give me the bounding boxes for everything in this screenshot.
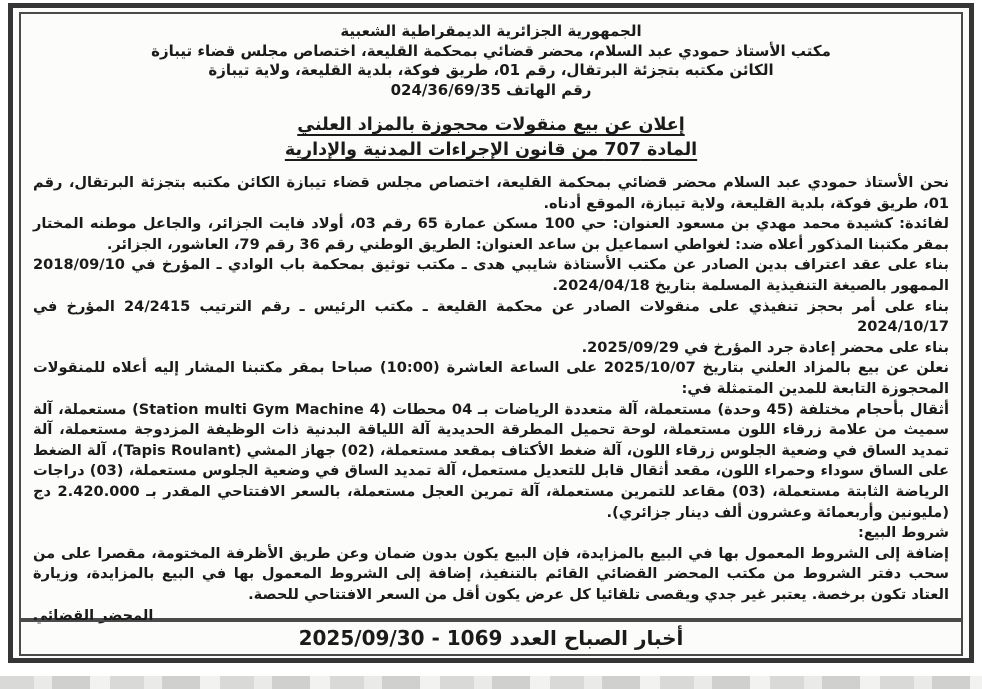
paragraph-goods-list: أثقال بأحجام مختلفة (45 وحدة) مستعملة، آلة متعددة الرياضات بـ 04 محطات (Station multi Gym Machine 4) مستعملة، آلة سميث من علامة زرقاء اللون مستعملة، لوحة تحميل المطرقة الحديدية آلة اللياقة البدنية ذات الوظيفة المزدوجة مستعملة، آلة تمديد الساق في وضعية الجلوس زرقاء اللون، آلة ضغط الأكتاف بمقعد مستعملة، (02) جهاز المشي (Tapis Roulant)، آلة الضغط على الساق سوداء وحمراء اللون، مقعد أثقال قابل للتعديل مستعمل، آلة تمديد الساق في وضعية الجلوس مستعملة، (03) دراجات الرياضة الثابتة مستعملة، (03) مقاعد للتمرين مستعملة، آلة تمرين العجل مستعملة، بالسعر الافتتاحي المقدر بـ 2.420.000 دج (مليونين وأربعمائة وعشرون ألف دينار جزائري). — [33, 400, 949, 521]
paragraph-inventory-report: بناء على محضر إعادة جرد المؤرخ في 2025/09/29. — [581, 338, 949, 356]
legal-article-subtitle: المادة 707 من قانون الإجراءات المدنية والإدارية — [284, 140, 698, 160]
paragraph-sale-conditions: إضافة إلى الشروط المعمول بها في البيع بالمزايدة، فإن البيع يكون بدون ضمان وعن طريق الأظرفة المختومة، مقصرا على من سحب دفتر الشروط من مكتب المحضر القضائي القائم بالتنفيذ، إضافة إلى الشروط المعمول بها في البيع بالمزايدة، وزيارة العتاد تكون برخصة. يعتبر غير جدي ويقصى تلقائيا كل عرض يكون أقل من السعر الافتتاحي للحصة. — [33, 544, 949, 603]
paragraph-creditor-debtor: لفائدة: كشيدة محمد مهدي بن مسعود العنوان: حي 100 مسكن عمارة 65 رقم 03، أولاد فايت الجزائر، والجاعل موطنه المختار بمقر مكتبنا المذكور أعلاه ضد: لغواطي اسماعيل بن ساعد العنوان: الطريق الوطني رقم 36 رقم 79، العاشور، الجزائر. — [33, 215, 949, 253]
notice-body — [33, 173, 949, 605]
bailiff-signature-label: المحضر القضائي — [33, 607, 154, 625]
paragraph-seizure-order: بناء على أمر بحجز تنفيذي على منقولات الصادر عن محكمة القليعة ـ مكتب الرئيس ـ رقم الترتيب 24/2415 المؤرخ في 2024/10/17 — [33, 297, 949, 336]
notice-title-block — [33, 113, 949, 163]
notice-main-box — [19, 12, 963, 625]
auction-sale-title: إعلان عن بيع منقولات محجوزة بالمزاد العلني — [297, 115, 685, 135]
header-bailiff-office-line: مكتب الأستاذ حمودي عبد السلام، محضر قضائي بمحكمة القليعة، اختصاص مجلس قضاء تيبازة — [151, 41, 831, 60]
header-republic-line: الجمهورية الجزائرية الديمقراطية الشعبية — [340, 22, 642, 40]
scan-artifact-strip — [0, 676, 982, 689]
newspaper-footer-box — [19, 620, 963, 656]
newspaper-issue-date: أخبار الصباح العدد 1069 - 2025/09/30 — [298, 626, 684, 650]
page-outer-border — [8, 3, 974, 663]
header-office-address-line: الكائن مكتبه بتجزئة البرتقال، رقم 01، طريق فوكة، بلدية القليعة، ولاية تيبازة — [208, 61, 774, 79]
document-header — [33, 22, 949, 100]
header-phone-number: رقم الهاتف 024/36/69/35 — [390, 80, 592, 99]
sale-conditions-heading: شروط البيع: — [858, 524, 949, 542]
paragraph-bailiff-intro: نحن الأستاذ حمودي عبد السلام محضر قضائي بمحكمة القليعة، اختصاص مجلس قضاء تيبازة الكائن مكتبه بتجزئة البرتقال، رقم 01، طريق فوكة، بلدية القليعة، ولاية تيبازة، الموقع أدناه. — [33, 174, 949, 212]
paragraph-debt-deed: بناء على عقد اعتراف بدين الصادر عن مكتب الأستاذة شايبي هدى ـ مكتب توثيق بمحكمة باب الوادي ـ المؤرخ في 2018/09/10 الممهور بالصيغة التنفيذية المسلمة بتاريخ 2024/04/18. — [33, 256, 949, 294]
paragraph-auction-announcement: نعلن عن بيع بالمزاد العلني بتاريخ 2025/10/07 على الساعة العاشرة (10:00) صباحا بمقر مكتبنا المشار إليه أعلاه للمنقولات المحجوزة التابعة للمدين المتمثلة في: — [33, 359, 950, 397]
